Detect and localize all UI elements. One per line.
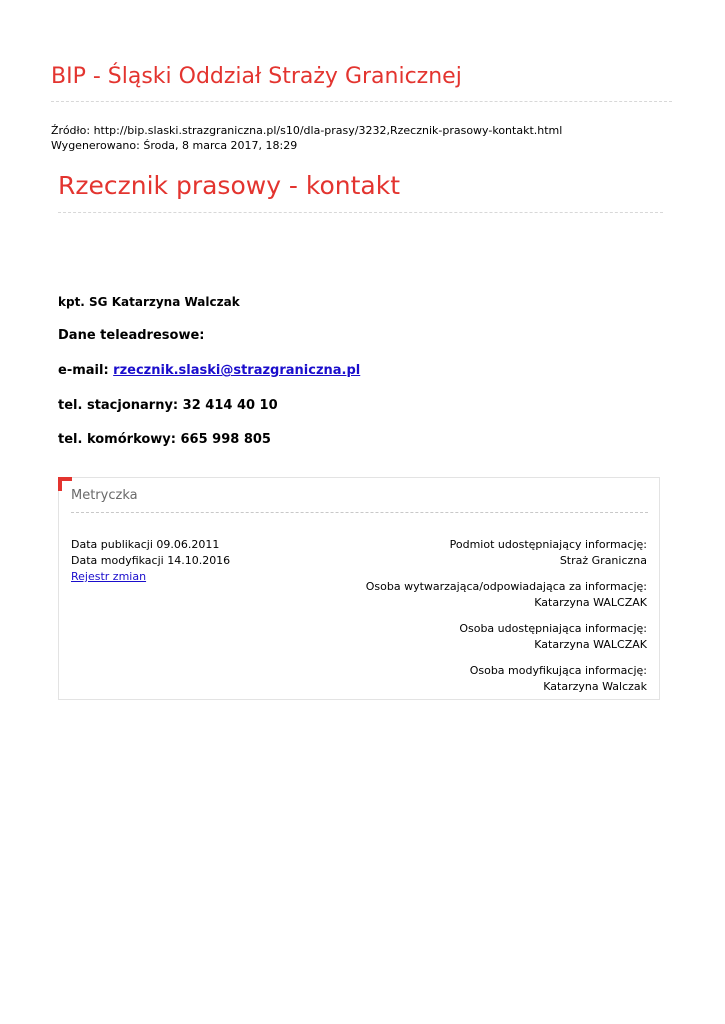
site-title: BIP - Śląski Oddział Straży Granicznej <box>51 64 462 89</box>
publisher-label: Podmiot udostępniający informację: <box>449 538 647 551</box>
modifier-value: Katarzyna Walczak <box>543 680 647 693</box>
provider-entry <box>366 621 647 653</box>
generated-date-text: Wygenerowano: Środa, 8 marca 2017, 18:29 <box>51 139 298 152</box>
landline-phone: tel. stacjonarny: 32 414 40 10 <box>58 398 278 413</box>
provider-label: Osoba udostępniająca informację: <box>459 622 647 635</box>
email-label: e-mail: <box>58 363 114 378</box>
publication-date: Data publikacji 09.06.2011 <box>71 538 220 551</box>
spokesperson-name: kpt. SG Katarzyna Walczak <box>58 295 240 309</box>
metryczka-title: Metryczka <box>71 488 138 503</box>
author-label: Osoba wytwarzająca/odpowiadająca za informację: <box>365 580 647 593</box>
mobile-phone: tel. komórkowy: 665 998 805 <box>58 432 271 447</box>
metryczka-divider <box>71 512 648 513</box>
corner-accent-icon <box>58 477 72 491</box>
change-log-link[interactable]: Rejestr zmian <box>71 570 147 583</box>
article-title-divider <box>58 212 663 213</box>
provider-value: Katarzyna WALCZAK <box>534 638 647 651</box>
modifier-label: Osoba modyfikująca informację: <box>469 664 647 677</box>
publisher-entry <box>366 537 647 569</box>
author-entry <box>366 579 647 611</box>
metryczka-dates <box>71 537 230 585</box>
modifier-entry <box>366 663 647 695</box>
metryczka-box <box>58 477 660 700</box>
source-url-text: Źródło: http://bip.slaski.strazgraniczna.pl/s10/dla-prasy/3232,Rzecznik-prasowy-kontakt.html <box>51 124 563 137</box>
article-title: Rzecznik prasowy - kontakt <box>58 171 401 200</box>
source-info <box>51 123 562 153</box>
modification-date: Data modyfikacji 14.10.2016 <box>71 554 231 567</box>
publisher-value: Straż Graniczna <box>559 554 647 567</box>
email-line <box>58 362 360 380</box>
email-link[interactable]: rzecznik.slaski@strazgraniczna.pl <box>113 363 361 378</box>
header-divider <box>51 101 672 102</box>
author-value: Katarzyna WALCZAK <box>534 596 647 609</box>
contact-details-heading: Dane teleadresowe: <box>58 328 205 343</box>
metryczka-responsible-persons <box>366 537 647 705</box>
